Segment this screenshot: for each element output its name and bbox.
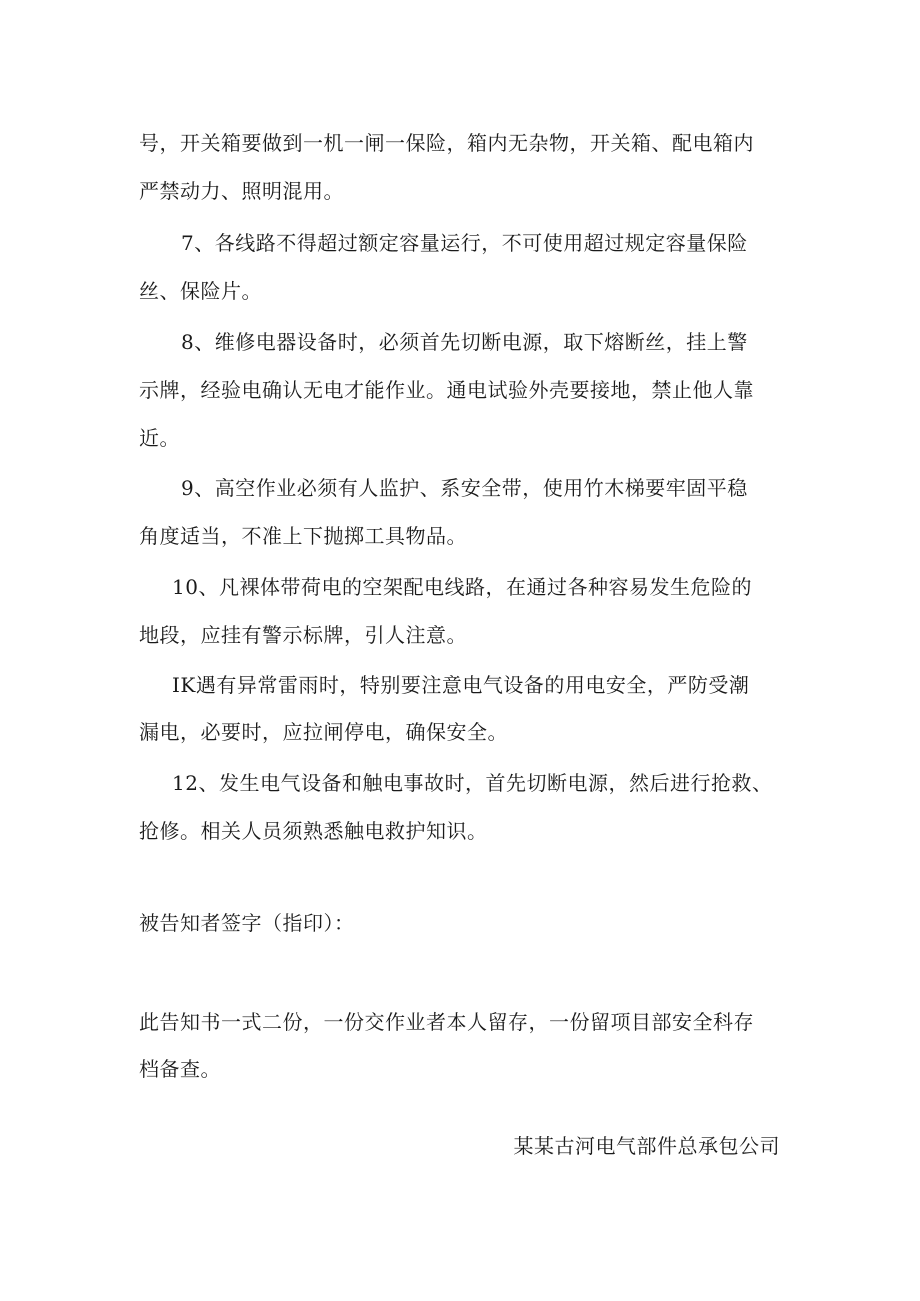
item-8-line-3: 近。: [139, 426, 180, 450]
company-name: 某某古河电气部件总承包公司: [513, 1134, 780, 1158]
item-11-line-1: IK遇有异常雷雨时，特别要注意电气设备的用电安全，严防受潮: [172, 673, 750, 697]
copies-note-line-2: 档备查。: [139, 1057, 221, 1081]
item-6-line-1: 号，开关箱要做到一机一闸一保险，箱内无杂物，开关箱、配电箱内: [139, 131, 754, 155]
item-7-line-1: 7、各线路不得超过额定容量运行，不可使用超过规定容量保险: [181, 231, 748, 255]
item-12-line-1: 12、发生电气设备和触电事故时，首先切断电源，然后进行抢救、: [172, 771, 773, 795]
item-12-line-2: 抢修。相关人员须熟悉触电救护知识。: [139, 819, 488, 843]
item-10-line-1: 10、凡裸体带荷电的空架配电线路，在通过各种容易发生危险的: [172, 575, 752, 599]
item-6-line-2: 严禁动力、照明混用。: [139, 179, 344, 203]
copies-note-line-1: 此告知书一式二份，一份交作业者本人留存，一份留项目部安全科存: [139, 1010, 754, 1034]
item-11-line-2: 漏电，必要时，应拉闸停电，确保安全。: [139, 720, 508, 744]
item-9-line-2: 角度适当，不准上下抛掷工具物品。: [139, 524, 467, 548]
signature-label: 被告知者签字（指印）：: [139, 911, 355, 935]
item-7-line-2: 丝、保险片。: [139, 279, 262, 303]
item-8-line-1: 8、维修电器设备时，必须首先切断电源，取下熔断丝，挂上警: [181, 330, 748, 354]
item-9-line-1: 9、高空作业必须有人监护、系安全带，使用竹木梯要牢固平稳: [181, 476, 748, 500]
item-8-line-2: 示牌，经验电确认无电才能作业。通电试验外壳要接地，禁止他人靠: [139, 378, 754, 402]
item-10-line-2: 地段，应挂有警示标牌，引人注意。: [139, 623, 467, 647]
